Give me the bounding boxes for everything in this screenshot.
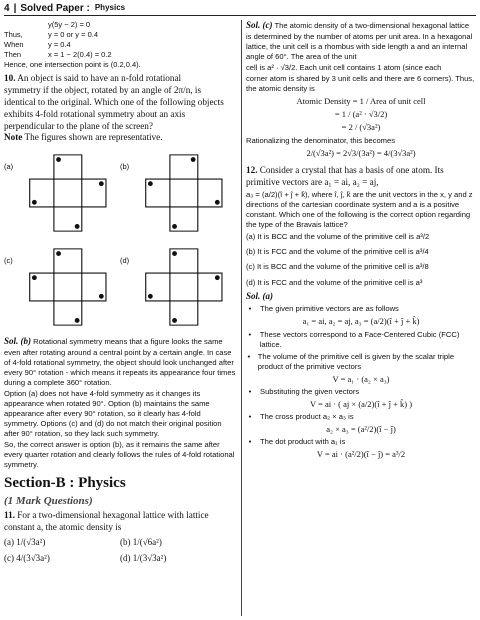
equation: a₁ = ai, a₂ = aj, a₃ = (a/2)(î + ĵ + k̂) bbox=[302, 316, 420, 327]
solution-line: Then x = 1 − 2(0.4) = 0.2 bbox=[4, 49, 112, 59]
question-number: 10. bbox=[4, 73, 16, 84]
question-text: a₃ = (a/2)(î + ĵ + k̂), where î, ĵ, k̂ are the unit vectors in the x, y and z directions of the cartesian coordinate system and a is a positive constant. Which one of the following is the correct option regarding the type of the Bravais lattice? bbox=[246, 190, 473, 230]
solution-text: Option (a) does not have 4-fold symmetry as it changes its appearance when rotated 90°. Option (b) maintains the same appearance after every 90° rotation, so it clearly has 4-fold symmetry. Options (c) and (d) do not match their original position after 90° rotation, so they lack such symmetry. bbox=[4, 388, 222, 439]
option-a: (a) It is BCC and the volume of the primitive cell is a³/2 bbox=[246, 232, 430, 242]
header-subject: Physics bbox=[94, 3, 126, 13]
equation: V = ai · (a²/2)(î − ĵ) = a³/2 bbox=[316, 449, 406, 460]
solution-line: Thus, y = 0 or y = 0.4 bbox=[4, 29, 99, 39]
solution-10 bbox=[4, 336, 236, 470]
option-c: (c) It is BCC and the volume of the primitive cell is a³/8 bbox=[246, 262, 429, 272]
previous-solution-lines bbox=[4, 20, 236, 69]
question-number: 12. bbox=[246, 164, 258, 175]
page-number: 4 bbox=[4, 2, 10, 14]
option-c: (c) 4/(3√3a²) bbox=[4, 552, 50, 563]
figure-row bbox=[4, 242, 236, 332]
bullet-item: • Substituting the given vectors bbox=[246, 387, 476, 397]
solution-text: The atomic density of a two-dimensional hexagonal lattice is determined by the number of atoms per unit area. In a hexagonal lattice, the unit cell is a rhombus with side length a and an internal angle of 60°. The area of the unit bbox=[246, 21, 473, 61]
bullet-item: • The cross product a₂ × a₃ is bbox=[246, 412, 476, 422]
question-text: symmetry if the object, rotated by an angle of 2π/n, is bbox=[4, 85, 202, 96]
question-text: identical to the original. Which one of the following objects exhibits 4-fold rotational symmetry about an axis perpendicular to the plane of the screen? bbox=[4, 96, 224, 131]
header-title: Solved Paper : bbox=[20, 2, 90, 14]
bullet-item: • These vectors correspond to a Face-Centered Cubic (FCC) lattice. bbox=[246, 330, 476, 350]
note-text: The figures shown are representative. bbox=[24, 132, 163, 143]
bullet-item: • The given primitive vectors are as follows bbox=[246, 304, 476, 314]
question-number: 11. bbox=[4, 510, 15, 521]
figure-b bbox=[142, 148, 226, 238]
figure-label: (a) bbox=[4, 162, 14, 172]
bullet-icon: • bbox=[248, 412, 252, 422]
option-b: (b) It is FCC and the volume of the primitive cell is a³/4 bbox=[246, 247, 429, 257]
equation: Atomic Density = 1 / Area of unit cell bbox=[296, 95, 426, 106]
solution-line: y(5y − 2) = 0 bbox=[48, 20, 91, 29]
question-text: An object is said to have an n-fold rotational bbox=[17, 73, 182, 84]
solution-line: When y = 0.4 bbox=[4, 39, 71, 49]
bullet-item: • The volume of the primitive cell is given by the scalar triple product of the primitive vectors bbox=[247, 351, 455, 371]
bullet-item: • The dot product with a₁ is bbox=[246, 437, 476, 447]
solution-text: So, the correct answer is option (b), as it remains the same after every quarter rotation and clearly follows the rules of 4-fold rotational symmetry. bbox=[4, 440, 235, 470]
question-text: Consider a crystal that has a basis of one atom. Its primitive vectors are a₁ = ai, a₂ = aj, bbox=[246, 164, 444, 187]
page-header bbox=[4, 2, 476, 16]
header-separator: | bbox=[13, 2, 17, 14]
left-column bbox=[4, 20, 236, 565]
option-a: (a) 1/(√3a²) bbox=[4, 536, 46, 547]
figure-label: (d) bbox=[120, 256, 130, 266]
equation: a₂ × a₃ = (a²/2)(î − ĵ) bbox=[326, 424, 396, 435]
option-b: (b) 1/(√6a²) bbox=[120, 536, 162, 547]
solution-label: Sol. (a) bbox=[246, 290, 273, 301]
section-subtitle: (1 Mark Questions) bbox=[4, 494, 93, 507]
equation: = 1 / (a² · √3/2) bbox=[334, 109, 388, 120]
option-d: (d) 1/(3√3a²) bbox=[120, 552, 167, 563]
question-11-options bbox=[4, 537, 236, 565]
section-title: Section-B : Physics bbox=[4, 475, 126, 492]
question-text: For a two-dimensional hexagonal lattice with lattice constant a, the atomic density is bbox=[4, 510, 209, 533]
solution-text: corner atom is shared by 3 unit cells and there are 6 corners). Thus, the atomic density is bbox=[246, 73, 475, 93]
solution-text: Rationalizing the denominator, this becomes bbox=[246, 135, 396, 145]
figure-a bbox=[26, 148, 110, 238]
figure-d bbox=[142, 242, 226, 332]
figure-c bbox=[26, 242, 110, 332]
solution-11 bbox=[246, 20, 476, 159]
note-label: Note bbox=[4, 132, 23, 143]
bullet-icon: • bbox=[248, 386, 252, 396]
option-d: (d) It is FCC and the volume of the primitive cell is a³ bbox=[246, 277, 423, 287]
equation: = 2 / (√3a²) bbox=[341, 122, 381, 133]
right-column bbox=[246, 20, 476, 463]
solution-label: Sol. (c) bbox=[246, 20, 273, 30]
question-11 bbox=[4, 510, 236, 534]
column-divider bbox=[241, 20, 242, 616]
solution-text: cell is a² · √3/2. Each unit cell contains 1 atom (since each bbox=[246, 62, 442, 72]
equation: 2/(√3a²) = 2√3/(3a²) = 4/(3√3a²) bbox=[306, 147, 416, 158]
figure-label: (c) bbox=[4, 256, 13, 266]
bullet-icon: • bbox=[248, 437, 252, 447]
question-12-options bbox=[246, 232, 476, 287]
solution-12 bbox=[246, 291, 476, 461]
equation: V = a₁ · (a₂ × a₃) bbox=[332, 373, 390, 384]
bullet-icon: • bbox=[248, 329, 252, 339]
question-10 bbox=[4, 73, 236, 144]
solution-label: Sol. (b) bbox=[4, 336, 31, 347]
solution-conclusion: Hence, one intersection point is (0.2,0.4). bbox=[4, 59, 141, 69]
figure-row bbox=[4, 148, 236, 238]
question-12 bbox=[246, 165, 476, 189]
equation: V = ai · ( aj × (a/2)(î + ĵ + k̂) ) bbox=[309, 398, 413, 409]
figure-label: (b) bbox=[120, 162, 130, 172]
bullet-icon: • bbox=[247, 351, 251, 361]
bullet-icon: • bbox=[248, 304, 252, 314]
solution-text: Rotational symmetry means that a figure looks the same even after rotating around a central point by a certain angle. In case of 4-fold rotational symmetry, the object should look unchanged after every 90° rotation - which means it repeats its appearance four times during a complete 360° rotation. bbox=[4, 337, 236, 387]
